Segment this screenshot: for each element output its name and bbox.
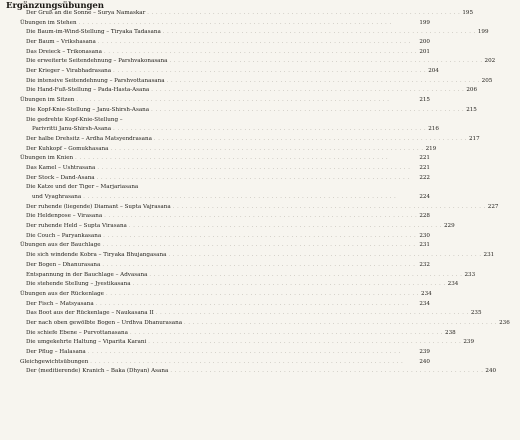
page-number: 231 (483, 252, 495, 259)
dot-leader: . . . . . . . . . . . . . . . . . . . . . . . . . . . . . . . . . . . . . . . . . . . . . . . . . . . . . . . . . . . . . . . . . . . . . . . . (104, 213, 418, 220)
dot-leader: . . . . . . . . . . . . . . . . . . . . . . . . . . . . . . . . . . . . . . . . . . . . . . . . . . . . . . . . . . . . . . . . . . . . . . . . (113, 68, 427, 75)
dot-leader: . . . . . . . . . . . . . . . . . . . . . . . . . . . . . . . . . . . . . . . . . . . . . . . . . . . . . . . . . . . . . . . . . . . . . . . . (153, 135, 467, 142)
toc-entry-row (0, 319, 510, 329)
page-number: 204 (428, 68, 439, 75)
dot-leader: . . . . . . . . . . . . . . . . . . . . . . . . . . . . . . . . . . . . . . . . . . . . . . . . . . . . . . . . . . . . . . . . . . . . . . . . (97, 164, 411, 171)
dot-leader: . . . . . . . . . . . . . . . . . . . . . . . . . . . . . . . . . . . . . . . . . . . . . . . . . . . . . . . . . . . . . . . . . . . . . . . . (113, 126, 427, 133)
toc-entry-title: Die intensive Seitendehnung – Parshvottanasana (26, 77, 165, 84)
toc-entry-row (0, 28, 489, 38)
page-number: 199 (419, 19, 430, 26)
toc-entry-title: Die Couch – Paryankasana (26, 232, 102, 239)
toc-entry-title: Der nach oben gewölbte Bogen – Urdhva Dhanurasana (26, 319, 183, 326)
toc-section-title: Übungen im Sitzen (20, 97, 75, 104)
toc-entry-title: Der ruhende (liegende) Diamant – Supta Vajrasana (26, 203, 171, 210)
toc-entry-row (0, 193, 440, 203)
page-number: 235 (470, 310, 482, 317)
dot-leader: . . . . . . . . . . . . . . . . . . . . . . . . . . . . . . . . . . . . . . . . . . . . . . . . . . . . . . . . . . . . . . . . . . . . . . . . (147, 9, 461, 16)
page-number: 205 (481, 77, 493, 84)
toc-entry-title: Der Bogen – Dhanurasana (26, 261, 101, 268)
toc-entry-title: Der Gruß an die Sonne – Surya Namaskar (26, 9, 146, 16)
toc-entry-row (0, 367, 497, 377)
page-number: 217 (469, 135, 480, 142)
toc-entry-title: Die Hand-Fuß-Stellung – Pada-Hasta-Asana (26, 87, 150, 94)
toc-entry-row (0, 116, 440, 126)
dot-leader: . . . . . . . . . . . . . . . . . . . . . . . . . . . . . . . . . . . . . . . . . . . . . . . . . . . . . . . . . . . . . . . . . . . . . . . . (96, 174, 410, 181)
page-number: 224 (419, 194, 430, 201)
page-number: 234 (421, 290, 432, 297)
toc-entry-row (0, 164, 440, 174)
dot-leader: . . . . . . . . . . . . . . . . . . . . . . . . . . . . . . . . . . . . . . . . . . . . . . . . . . . . . . . . . . . . . . . . . . . . . . . . (102, 261, 416, 268)
toc-entry-row (0, 309, 482, 319)
dot-leader: . . . . . . . . . . . . . . . . . . . . . . . . . . . . . . . . . . . . . . . . . . . . . . . . . . . . . . . . . . . . . . . . . . . . . . . . (162, 29, 476, 36)
page-number: 201 (419, 48, 430, 55)
page-number: 200 (419, 39, 430, 46)
toc-entry-row (0, 87, 478, 97)
page-number: 229 (443, 223, 455, 230)
page-number: 230 (419, 232, 430, 239)
toc-entry-row (0, 271, 476, 281)
toc-entry-row (0, 261, 440, 271)
toc-entry-row (0, 67, 440, 77)
toc-entry-row (0, 232, 440, 242)
toc-section-title: Übungen aus der Rückenlage (20, 290, 104, 297)
toc-entry-title: Der ruhende Held – Supta Virasana (26, 223, 127, 230)
dot-leader: . . . . . . . . . . . . . . . . . . . . . . . . . . . . . . . . . . . . . . . . . . . . . . . . . . . . . . . . . . . . . . . . . . . . . . . . (184, 319, 498, 326)
toc-entry-row (0, 338, 475, 348)
dot-leader: . . . . . . . . . . . . . . . . . . . . . . . . . . . . . . . . . . . . . . . . . . . . . . . . . . . . . . . . . . . . . . . . . . . . . . . . (129, 329, 444, 336)
toc-entry-title: und Vyaghrasana (32, 194, 82, 201)
toc-entry-title: Der Pflug – Halasana (26, 349, 86, 356)
dot-leader: . . . . . . . . . . . . . . . . . . . . . . . . . . . . . . . . . . . . . . . . . . . . . . . . . . . . . . . . . . . . . . . . . . . . . . . . (155, 310, 469, 317)
toc-entry-title: Die erweiterte Seitendehnung – Parshvakonasana (26, 58, 168, 65)
toc-entry-row (0, 125, 440, 135)
toc-section-title: Übungen im Knien (20, 155, 74, 162)
dot-leader: . . . . . . . . . . . . . . . . . . . . . . . . . . . . . . . . . . . . . . . . . . . . . . . . . . . . . . . . . . . . . . . . . . . . . . . . (148, 339, 462, 346)
toc-entry-title: Der (meditierende) Kranich – Baka (Dhyan) Asana (26, 368, 169, 375)
toc-entry-row (0, 77, 493, 87)
page-number: 206 (466, 87, 478, 94)
page-number: 221 (419, 155, 430, 162)
page-number: 231 (419, 242, 430, 249)
page-number: 199 (477, 29, 489, 36)
page-number: 227 (487, 203, 499, 210)
dot-leader: . . . . . . . . . . . . . . . . . . . . . . . . . . . . . . . . . . . . . . . . . . . . . . . . . . . . . . . . . . . . . . . . . . . . . . . . (103, 232, 417, 239)
toc-entry-title: Die stehende Stellung – Jyestikasana (26, 281, 131, 288)
page-number: 232 (419, 261, 430, 268)
dot-leader: . . . . . . . . . . . . . . . . . . . . . . . . . . . . . . . . . . . . . . . . . . . . . . . . . . . . . . . . . . . . . . . . . . . . . . . . (166, 77, 480, 84)
dot-leader: . . . . . . . . . . . . . . . . . . . . . . . . . . . . . . . . . . . . . . . . . . . . . . . . . . . . . . . . . . . . . . . . . . . . . . . . (105, 290, 420, 297)
toc-entry-row (0, 38, 440, 48)
toc-entry-row (0, 145, 440, 155)
page-number: 240 (419, 358, 430, 365)
toc-entry-row (0, 135, 480, 145)
toc-entry-title: Die Heldenpose – Virasana (26, 213, 103, 220)
page-number: 195 (462, 9, 474, 16)
toc-entry-title: Entspannung in der Bauchlage – Advasana (26, 271, 148, 278)
toc-section-title: Übungen im Stehen (20, 19, 77, 26)
page-number: 236 (499, 319, 510, 326)
dot-leader: . . . . . . . . . . . . . . . . . . . . . . . . . . . . . . . . . . . . . . . . . . . . . . . . . . . . . . . . . . . . . . . . . . . . . . . . (102, 242, 416, 249)
toc-section-row (0, 290, 440, 300)
toc-entry-row (0, 348, 440, 358)
toc-entry-row (0, 183, 440, 193)
toc-entry-title: Der halbe Drehsitz – Ardha Matsyendrasana (26, 135, 152, 142)
dot-leader: . . . . . . . . . . . . . . . . . . . . . . . . . . . . . . . . . . . . . . . . . . . . . . . . . . . . . . . . . . . . . . . . . . . . . . . . (151, 87, 465, 94)
toc-section-title: Übungen aus der Bauchlage (20, 242, 101, 249)
page-number: 234 (419, 300, 430, 307)
toc-entry-row (0, 203, 499, 213)
toc-entry-row (0, 174, 440, 184)
toc-entry-title: Die schiefe Ebene – Purvottanasana (26, 329, 128, 336)
dot-leader: . . . . . . . . . . . . . . . . . . . . . . . . . . . . . . . . . . . . . . . . . . . . . . . . . . . . . . . . . . . . . . . . . . . . . . . . (78, 19, 392, 26)
page-number: 234 (447, 281, 459, 288)
dot-leader: . . . . . . . . . . . . . . . . . . . . . . . . . . . . . . . . . . . . . . . . . . . . . . . . . . . . . . . . . . . . . . . . . . . . . . . . (132, 281, 446, 288)
toc-section-row (0, 96, 440, 106)
dot-leader: . . . . . . . . . . . . . . . . . . . . . . . . . . . . . . . . . . . . . . . . . . . . . . . . . . . . . . . . . . . . . . . . . . . . . . . . (151, 106, 465, 113)
toc-entry-title: Das Boot aus der Rückenlage – Naukasana II (26, 310, 154, 317)
dot-leader: . . . . . . . . . . . . . . . . . . . . . . . . . . . . . . . . . . . . . . . . . . . . . . . . . . . . . . . . . . . . . . . . . . . . . . . . (90, 358, 404, 365)
toc-entry-title: Der Kuhkopf – Gomukhasana (26, 145, 109, 152)
page-number: 215 (466, 106, 477, 113)
page-number: 228 (419, 213, 430, 220)
dot-leader: . . . . . . . . . . . . . . . . . . . . . . . . . . . . . . . . . . . . . . . . . . . . . . . . . . . . . . . . . . . . . . . . . . . . . . . . (169, 58, 483, 65)
toc-list (0, 9, 510, 377)
toc-section-row (0, 19, 440, 29)
toc-entry-title: Die umgekehrte Haltung – Viparita Karani (26, 339, 147, 346)
toc-entry-title: Der Stock – Dand-Asana (26, 174, 95, 181)
page-number: 222 (419, 174, 430, 181)
dot-leader: . . . . . . . . . . . . . . . . . . . . . . . . . . . . . . . . . . . . . . . . . . . . . . . . . . . . . . . . . . . . . . . . . . . . . . . . (103, 48, 418, 55)
section-heading: Ergänzungsübungen (6, 1, 104, 11)
page-number: 215 (419, 97, 430, 104)
toc-entry-row (0, 222, 455, 232)
toc-section-row (0, 242, 440, 252)
toc-entry-row (0, 280, 459, 290)
toc-entry-title: Das Dreieck – Trikonasana (26, 48, 102, 55)
toc-entry-row (0, 57, 496, 67)
toc-entry-title: Das Kamel – Ushtrasana (26, 164, 96, 171)
toc-entry-row (0, 48, 440, 58)
toc-entry-title: Parivritti Janu-Shirsh-Asana (32, 126, 112, 133)
dot-leader: . . . . . . . . . . . . . . . . . . . . . . . . . . . . . . . . . . . . . . . . . . . . . . . . . . . . . . . . . . . . . . . . . . . . . . . . (168, 252, 482, 259)
toc-entry-row (0, 212, 440, 222)
toc-entry-row (0, 9, 474, 19)
dot-leader: . . . . . . . . . . . . . . . . . . . . . . . . . . . . . . . . . . . . . . . . . . . . . . . . . . . . . . . . . . . . . . . . . . . . . . . . (149, 271, 463, 278)
toc-entry-title: Die Kopf-Knie-Stellung – Janu-Shirsh-Asana (26, 106, 150, 113)
toc-section-row (0, 358, 440, 368)
page-number: 240 (485, 368, 497, 375)
toc-entry-title: Der Baum – Vrikshasana (26, 39, 96, 46)
dot-leader: . . . . . . . . . . . . . . . . . . . . . . . . . . . . . . . . . . . . . . . . . . . . . . . . . . . . . . . . . . . . . . . . . . . . . . . . (170, 368, 484, 375)
toc-section-title: Gleichgewichtsübungen (20, 358, 89, 365)
toc-entry-title: Die gedrehte Kopf-Knie-Stellung – (26, 116, 123, 123)
dot-leader: . . . . . . . . . . . . . . . . . . . . . . . . . . . . . . . . . . . . . . . . . . . . . . . . . . . . . . . . . . . . . . . . . . . . . . . . (83, 194, 397, 201)
dot-leader: . . . . . . . . . . . . . . . . . . . . . . . . . . . . . . . . . . . . . . . . . . . . . . . . . . . . . . . . . . . . . . . . . . . . . . . . (95, 300, 409, 307)
toc-entry-row (0, 329, 456, 339)
toc-section-row (0, 154, 440, 164)
dot-leader: . . . . . . . . . . . . . . . . . . . . . . . . . . . . . . . . . . . . . . . . . . . . . . . . . . . . . . . . . . . . . . . . . . . . . . . . (76, 97, 390, 104)
page-number: 239 (419, 349, 430, 356)
dot-leader: . . . . . . . . . . . . . . . . . . . . . . . . . . . . . . . . . . . . . . . . . . . . . . . . . . . . . . . . . . . . . . . . . . . . . . . . (128, 223, 442, 230)
dot-leader: . . . . . . . . . . . . . . . . . . . . . . . . . . . . . . . . . . . . . . . . . . . . . . . . . . . . . . . . . . . . . . . . . . . . . . . . (87, 349, 401, 356)
toc-entry-title: Der Fisch – Matsyasana (26, 300, 94, 307)
dot-leader: . . . . . . . . . . . . . . . . . . . . . . . . . . . . . . . . . . . . . . . . . . . . . . . . . . . . . . . . . . . . . . . . . . . . . . . . (172, 203, 486, 210)
toc-entry-row (0, 251, 495, 261)
toc-entry-row (0, 106, 477, 116)
page-number: 239 (463, 339, 475, 346)
page-number: 202 (484, 58, 496, 65)
toc-entry-row (0, 300, 440, 310)
toc-entry-title: Die Katze und der Tiger – Marjariasana (26, 184, 139, 191)
page-number: 221 (419, 164, 430, 171)
page-number: 233 (464, 271, 476, 278)
toc-entry-title: Der Krieger – Virabhadrasana (26, 68, 112, 75)
dot-leader: . . . . . . . . . . . . . . . . . . . . . . . . . . . . . . . . . . . . . . . . . . . . . . . . . . . . . . . . . . . . . . . . . . . . . . . . (75, 155, 389, 162)
toc-entry-title: Die sich windende Kobra – Tiryaka Bhujangasana (26, 252, 167, 259)
toc-entry-title: Die Baum-im-Wind-Stellung – Tiryaka Tadasana (26, 29, 161, 36)
dot-leader: . . . . . . . . . . . . . . . . . . . . . . . . . . . . . . . . . . . . . . . . . . . . . . . . . . . . . . . . . . . . . . . . . . . . . . . . (97, 39, 411, 46)
page-number: 216 (428, 126, 439, 133)
page-number: 219 (425, 145, 437, 152)
page-number: 238 (445, 329, 456, 336)
dot-leader: . . . . . . . . . . . . . . . . . . . . . . . . . . . . . . . . . . . . . . . . . . . . . . . . . . . . . . . . . . . . . . . . . . . . . . . . (110, 145, 424, 152)
